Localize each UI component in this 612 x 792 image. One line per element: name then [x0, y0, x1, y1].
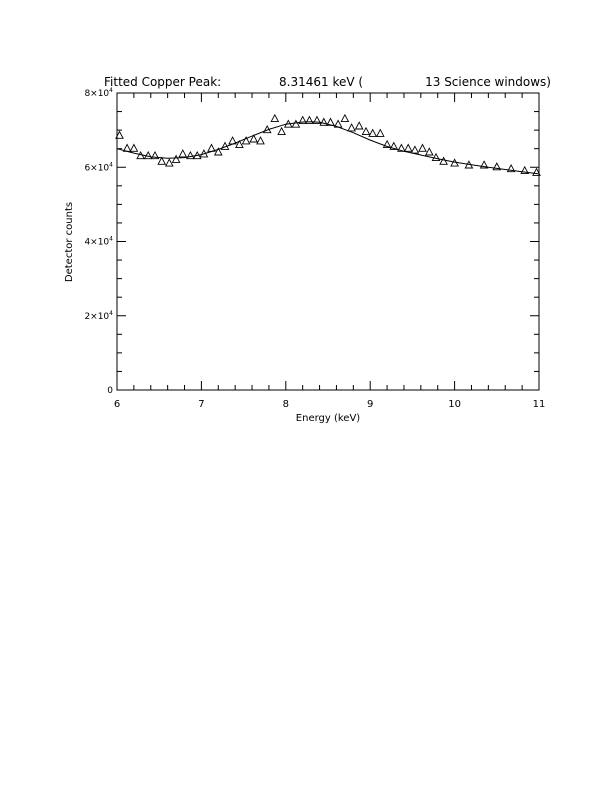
data-point-triangle	[348, 124, 355, 131]
data-points	[116, 115, 540, 176]
data-point-triangle	[271, 115, 278, 122]
data-point-triangle	[369, 130, 376, 137]
data-point-triangle	[362, 128, 369, 135]
x-tick-label: 7	[198, 399, 205, 410]
data-point-triangle	[187, 152, 194, 159]
data-point-triangle	[426, 148, 433, 155]
data-point-triangle	[405, 145, 412, 152]
x-tick-label: 8	[282, 399, 289, 410]
data-point-triangle	[173, 156, 180, 163]
x-tick-labels	[114, 399, 546, 410]
data-point-triangle	[432, 154, 439, 161]
data-point-triangle	[341, 115, 348, 122]
data-point-triangle	[130, 145, 137, 152]
title-mid: 8.31461 keV (	[279, 75, 364, 89]
data-point-triangle	[257, 137, 264, 144]
y-tick-label: $6\times 10^4$	[84, 161, 113, 174]
axis-ticks	[117, 93, 539, 390]
fit-curve-group	[117, 122, 539, 174]
data-point-triangle	[419, 145, 426, 152]
title-left: Fitted Copper Peak:	[104, 75, 222, 89]
data-point-triangle	[356, 122, 363, 129]
y-axis-label: Detector counts	[64, 201, 75, 283]
data-point-triangle	[411, 146, 418, 153]
chart-title	[104, 75, 551, 89]
fit-curve	[117, 122, 539, 174]
y-tick-label: $2\times 10^4$	[84, 309, 113, 322]
x-tick-label: 6	[113, 399, 121, 410]
plot-frame	[117, 93, 539, 390]
x-tick-label: 11	[532, 399, 546, 410]
y-tick-labels	[84, 87, 113, 396]
data-point-triangle	[166, 159, 173, 166]
y-tick-label: $8\times 10^4$	[84, 87, 113, 99]
data-point-triangle	[278, 128, 285, 135]
title-right: 13 Science windows)	[425, 75, 551, 89]
y-tick-label: $4\times 10^4$	[84, 235, 113, 248]
data-point-triangle	[179, 150, 186, 157]
data-point-triangle	[377, 130, 384, 137]
x-tick-label: 9	[367, 399, 374, 410]
y-tick-label: 0	[107, 386, 113, 396]
x-tick-label: 10	[448, 399, 461, 410]
x-axis-label: Energy (keV)	[295, 413, 361, 424]
